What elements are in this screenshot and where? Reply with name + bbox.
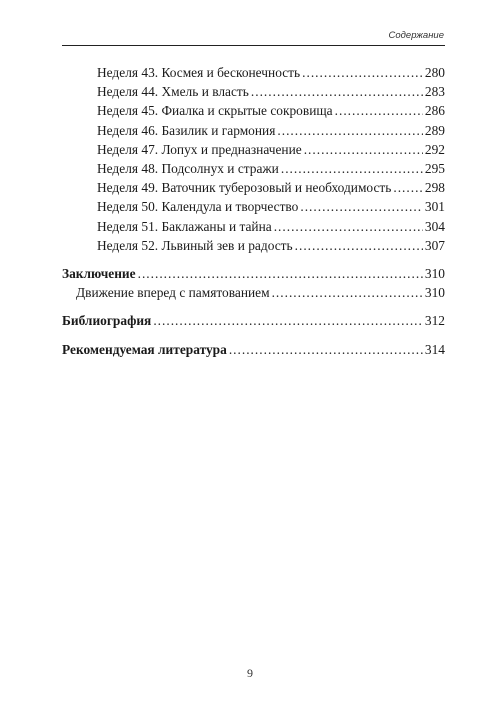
page-number: 9 [247,666,253,680]
toc-entry-title: Неделя 47. Лопух и предназначение [97,141,302,157]
toc-entry-page: 304 [424,218,445,234]
toc-entry [62,140,445,159]
dot-leader [229,340,423,359]
toc-entry-title: Движение вперед с памятованием [76,285,270,301]
dot-leader [251,82,423,101]
dot-leader [393,178,423,197]
toc-entry-page: 298 [424,180,445,196]
section-gap [62,331,445,340]
toc-entry-page: 289 [424,122,445,138]
dot-leader [281,159,423,178]
toc-entry [62,178,445,197]
dot-leader [304,140,423,159]
toc-entry-title: Рекомендуемая литература [62,341,227,357]
toc-entry-page: 295 [424,161,445,177]
dot-leader [300,197,423,216]
toc-entry-title: Неделя 48. Подсолнух и стражи [97,161,279,177]
toc-section-bibliography [62,311,445,330]
table-of-contents [62,63,445,359]
toc-entry-page: 286 [424,103,445,119]
toc-entry [62,63,445,82]
toc-entry-page: 314 [424,341,445,357]
toc-entry-title: Неделя 49. Ваточник туберозовый и необходимость [97,180,392,196]
toc-entry-title: Неделя 52. Львиный зев и радость [97,237,293,253]
toc-entry [62,159,445,178]
toc-entry-page: 310 [424,285,445,301]
toc-entry [62,197,445,216]
toc-entry-title: Неделя 45. Фиалка и скрытые сокровища [97,103,333,119]
toc-entry [62,236,445,255]
toc-entry-title: Неделя 46. Базилик и гармония [97,122,276,138]
toc-entry-title: Неделя 51. Баклажаны и тайна [97,218,272,234]
toc-entry-page: 301 [424,199,445,215]
toc-entry [62,217,445,236]
section-gap [62,302,445,311]
toc-entry-page: 292 [424,141,445,157]
toc-entry-page: 310 [424,266,445,282]
section-gap [62,255,445,264]
toc-entry-title: Неделя 43. Космея и бесконечность [97,65,301,80]
dot-leader [277,121,423,140]
toc-entry-page: 280 [424,65,445,80]
dot-leader [272,283,423,302]
toc-entry-title: Библиография [62,313,152,329]
running-head: Содержание [388,30,444,41]
toc-entry-title: Неделя 50. Календула и творчество [97,199,299,215]
toc-entry-page: 307 [424,237,445,253]
toc-section-recommended [62,340,445,359]
toc-entry-title: Неделя 44. Хмель и власть [97,84,249,100]
dot-leader [274,217,423,236]
toc-section-conclusion [62,264,445,283]
dot-leader [295,236,423,255]
dot-leader [302,63,423,82]
dot-leader [153,311,423,330]
toc-entry-page: 312 [424,313,445,329]
toc-entry-title: Заключение [62,266,136,282]
header-rule [62,45,445,46]
toc-entry [62,101,445,120]
toc-entry [62,82,445,101]
dot-leader [335,101,423,120]
toc-entry-page: 283 [424,84,445,100]
dot-leader [138,264,423,283]
toc-entry [62,283,445,302]
toc-entry [62,121,445,140]
